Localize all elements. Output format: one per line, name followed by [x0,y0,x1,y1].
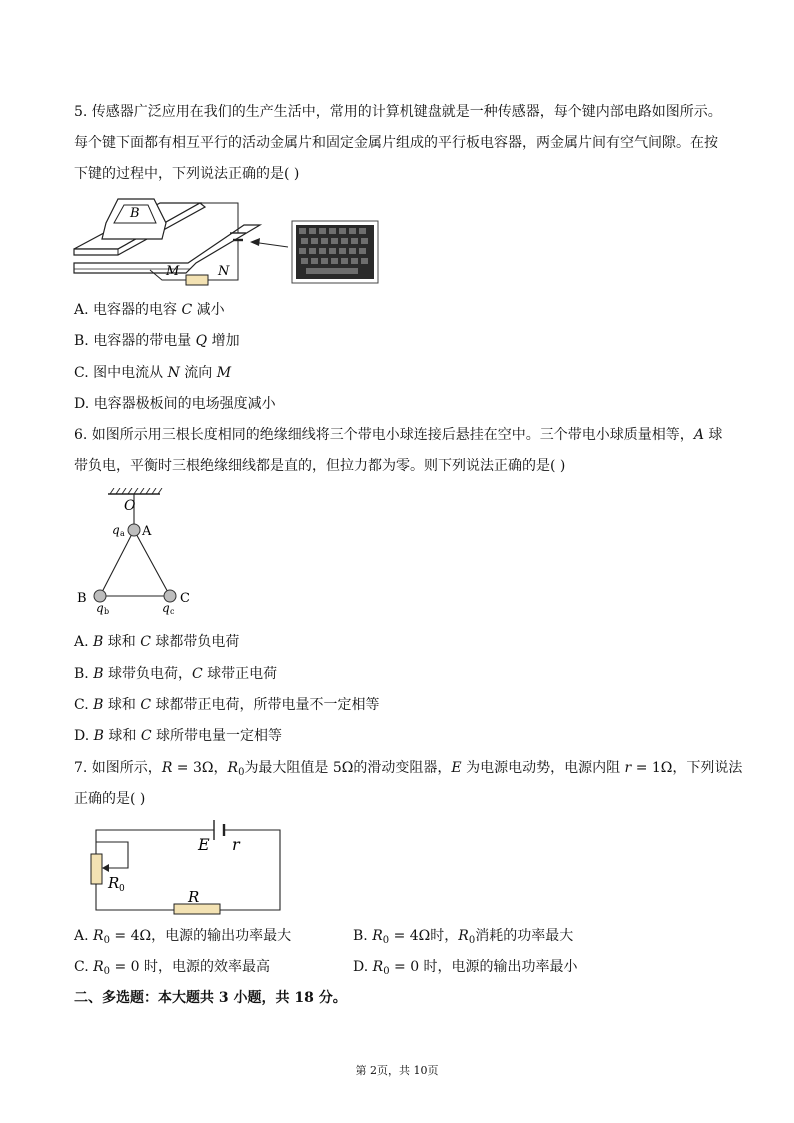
q6-stem-line-1-var: A [693,427,704,443]
q6-option-d-p3: 球所带电量一定相等 [151,728,283,744]
q7-stem-line-1 [74,758,742,783]
q6-option-a-p1: A. [74,634,94,650]
q7-option-b[interactable] [353,926,573,951]
q6-option-c-v1: B [93,697,104,713]
q5-option-b[interactable] [74,331,240,351]
q7-option-b-p1: B. [353,928,373,944]
q5-option-a-pre: A. 电容器的电容 [74,302,182,318]
q6-option-d-p2: 球和 [103,728,141,744]
ball-a-label: A [142,524,152,539]
rheostat-sub: 0 [119,884,125,894]
q5-option-b-var: Q [195,333,208,349]
q7-t3: 为最大阻值是 5Ω的滑动变阻器， [244,760,452,776]
q5-option-a-post: 减小 [192,302,225,318]
ball-a [128,524,140,536]
q6-option-b-p3: 球带正电荷 [202,666,278,682]
label-n: N [218,264,230,279]
q6-option-d-v2: C [140,728,152,744]
pivot-label: O [124,498,136,514]
q6-option-a-v2: C [140,634,151,650]
rheostat-label: R [108,874,120,892]
thread-ac [134,530,170,596]
ball-c-label: C [180,591,190,606]
charge-c-sub: c [170,607,175,616]
q5-option-c-var1: N [167,365,180,381]
q6-stem-line-1 [74,425,722,445]
q6-stem-line-1-post: 球 [703,427,723,443]
q6-option-a-p3: 球都带负电荷 [150,634,240,650]
q7-t5: = 1Ω，下列说法 [631,760,743,776]
q5-stem-line-1: 5. 传感器广泛应用在我们的生产生活中，常用的计算机键盘就是一种传感器，每个键内部电路如图所示。 [74,104,722,120]
q6-option-b-v2: C [191,666,203,682]
q7-option-a-p2: = 4Ω，电源的输出功率最大 [109,928,292,944]
q7-circuit-figure [74,818,294,918]
key-label: B [130,206,140,221]
page-footer: 第 2页，共 10页 [355,1064,439,1077]
q6-option-d-p1: D. [74,728,94,744]
q7-option-d-s: 0 [383,966,390,977]
slider-arrow-icon [102,864,109,872]
q7-option-d-p2: = 0 时，电源的输出功率最小 [389,959,578,975]
q7-option-b-s: 0 [382,935,390,946]
q7-option-c-s: 0 [103,966,111,977]
q5-option-b-post: 增加 [207,333,240,349]
label-m: M [166,264,180,279]
q7-t4: 为电源电动势，电源内阻 [461,760,625,776]
q7-option-c-p1: C. [74,959,94,975]
q7-t1: 7. 如图所示， [74,760,162,776]
q6-suspended-balls-figure [74,488,214,616]
charge-b-label: q [96,601,104,615]
q6-option-a-p2: 球和 [103,634,141,650]
q7-v4: r [624,760,632,776]
q6-option-c-v2: C [140,697,152,713]
q6-option-b[interactable] [74,664,277,684]
q5-option-c-mid: 流向 [179,365,217,381]
q5-option-a[interactable] [74,300,225,320]
resistor [186,275,208,285]
emf-label: E [198,835,210,854]
ball-b-label: B [77,591,87,606]
q7-v3: E [451,760,462,776]
charge-b-sub: b [104,607,110,616]
q7-option-c-v: R [93,959,104,975]
q5-option-c-var2: M [216,365,232,381]
q5-option-c-pre: C. 图中电流从 [74,365,168,381]
q6-option-c-p3: 球都带正电荷，所带电量不一定相等 [151,697,380,713]
q7-option-a-s: 0 [103,935,110,946]
q6-option-b-v1: B [93,666,104,682]
q7-option-b-v2: R [458,928,469,944]
q6-stem-line-1-pre: 6. 如图所示用三根长度相同的绝缘细线将三个带电小球连接后悬挂在空中。三个带电小球质量相等， [74,427,694,443]
q7-stem-line-2: 正确的是( ) [74,791,146,807]
q6-option-c[interactable] [74,695,380,715]
q6-option-b-p2: 球带负电荷， [103,666,192,682]
q7-option-a-v: R [93,928,104,944]
q5-stem-line-2: 每个键下面都有相互平行的活动金属片和固定金属片组成的平行板电容器，两金属片间有空气间隙。在按 [74,135,718,151]
q6-option-d[interactable] [74,726,282,746]
q6-option-a-v1: B [93,634,104,650]
q5-option-a-var: C [181,302,193,318]
q6-option-c-p1: C. [74,697,94,713]
q5-keyboard-circuit-figure [70,195,390,290]
q7-option-c-p2: = 0 时，电源的效率最高 [110,959,271,975]
q5-option-b-pre: B. 电容器的带电量 [74,333,196,349]
internal-resistance-label: r [232,835,240,854]
q7-option-d[interactable] [353,957,578,982]
q6-option-d-v1: B [93,728,104,744]
q7-v1: R [161,760,173,776]
q6-option-a[interactable] [74,632,239,652]
resistor-label: R [188,888,200,906]
q5-option-c[interactable] [74,363,231,383]
q6-option-c-p2: 球和 [103,697,141,713]
q7-option-b-s2: 0 [468,935,476,946]
q7-option-a[interactable] [74,926,291,951]
thread-ab [100,530,134,596]
charge-c-label: q [162,601,170,615]
charge-a-label: q [112,523,120,537]
q7-t2: = 3Ω， [172,760,228,776]
charge-a-sub: a [120,529,125,538]
q7-option-c[interactable] [74,957,270,982]
q7-option-a-p1: A. [74,928,94,944]
q7-option-d-p1: D. [353,959,373,975]
q7-option-b-p3: 消耗的功率最大 [475,928,574,944]
q7-option-d-v: R [372,959,384,975]
q5-option-d[interactable]: D. 电容器极板间的电场强度减小 [74,396,276,412]
q7-option-b-p2: = 4Ω时， [389,928,459,944]
q5-stem-line-3: 下键的过程中，下列说法正确的是( ) [74,166,300,182]
q6-option-b-p1: B. [74,666,94,682]
q6-stem-line-2: 带负电，平衡时三根绝缘细线都是直的，但拉力都为零。则下列说法正确的是( ) [74,458,566,474]
q7-s2: 0 [238,767,245,778]
rheostat [91,854,102,884]
arrow-icon [250,238,260,246]
q7-v2: R [227,760,239,776]
section-heading: 二、多选题：本大题共 3 小题，共 18 分。 [74,990,347,1006]
q7-option-b-v: R [372,928,383,944]
